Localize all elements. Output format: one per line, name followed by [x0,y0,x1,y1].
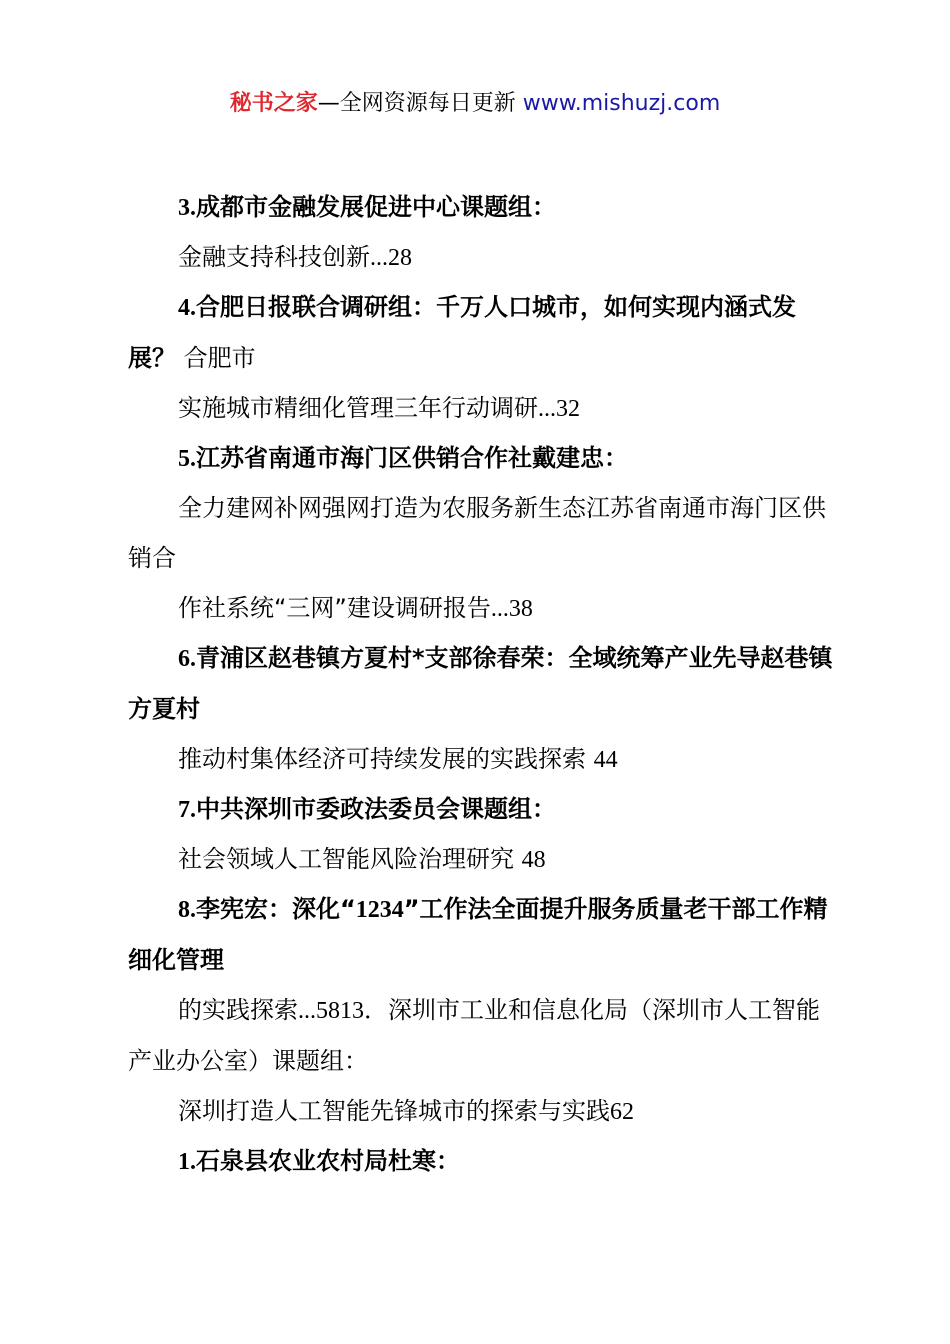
toc-item-title: 6.青浦区赵巷镇方夏村*支部徐春荣：全域统筹产业先导赵巷镇方夏村 [128,644,833,723]
toc-item-subtitle: 作社系统“三网”建设调研报告...38 [178,594,533,622]
toc-item-subtitle: 社会领域人工智能风险治理研究 48 [178,845,546,873]
toc-item-body: 的实践探索...5813．深圳市工业和信息化局（深圳市人工智能产业办公室）课题组： [128,996,820,1075]
toc-item-title: 8.李宪宏：深化“1234”工作法全面提升服务质量老干部工作精细化管理 [128,895,828,974]
toc-item-subtitle: 金融支持科技创新...28 [178,243,412,271]
toc-item-body: 全力建网补网强网打造为农服务新生态江苏省南通市海门区供销合 [128,494,826,572]
site-url[interactable]: www.mishuzj.com [522,91,721,116]
toc-content [128,182,834,1186]
toc-item-title: 5.江苏省南通市海门区供销合作社戴建忠： [178,444,628,472]
slogan: —全网资源每日更新 [317,91,516,116]
site-header [0,88,950,120]
toc-item-title: 4.合肥日报联合调研组：千万人口城市，如何实现内涵式发展？ 合肥市 [128,293,796,372]
brand-name: 秘书之家 [229,91,318,116]
toc-item-title: 1.石泉县农业农村局杜寒： [178,1147,460,1175]
toc-item-title: 7.中共深圳市委政法委员会课题组： [178,795,556,823]
toc-item-subtitle: 深圳打造人工智能先锋城市的探索与实践62 [178,1097,634,1125]
toc-item-subtitle: 实施城市精细化管理三年行动调研...32 [178,394,580,422]
toc-item-title: 3.成都市金融发展促进中心课题组： [178,193,556,221]
toc-item-subtitle: 推动村集体经济可持续发展的实践探索 44 [178,745,618,773]
